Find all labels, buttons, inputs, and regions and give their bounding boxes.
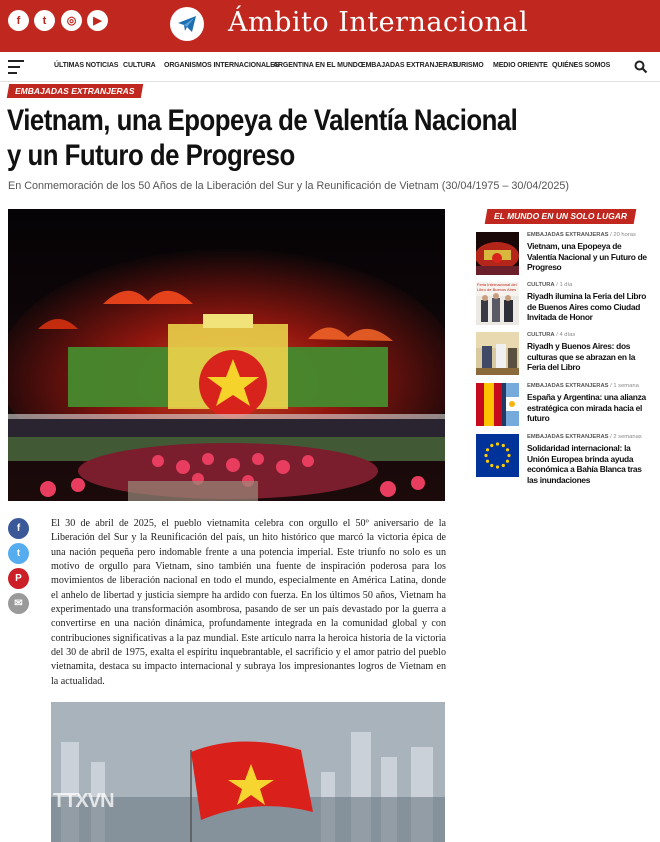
sidebar-time-2: 1 día — [559, 282, 573, 288]
twitter-icon[interactable]: t — [34, 10, 55, 31]
facebook-icon[interactable]: f — [8, 10, 29, 31]
sidebar-time-1: 20 horas — [613, 232, 636, 238]
nav-item-cultura[interactable]: CULTURA — [123, 62, 156, 69]
article-body-paragraph: El 30 de abril de 2025, el pueblo vietnamita celebra con orgullo el 50º aniversario de la Liberación del Sur y la Reunificación del país, un hito histórico que marcó la victoria épica de una nación pequeña pero indomable frente a una potencia imperial. Este triunfo no solo es un motivo de orgullo para Vietnam, sino también una fuente de inspiración poderosa para los movimientos de liberación nacional en todo el mundo, especialmente en América Latina, donde el anhelo de libertad y justicia siempre ha ardido con fuerza. En los últimos 50 años, Vietnam ha experimentado una transformación asombrosa, pasando de ser un país devastado por la guerra a convertirse en una nación dinámica, profundamente integrada en la comunidad global y con contribuciones significativas a la paz mundial. Este artículo narra la heroica historia de la victoria del 30 de abril de 1975, exalta el espíritu inquebrantable, el sacrificio y el amor patrio del pueblo vietnamita, destaca su impacto internacional y subraya los impresionantes logros de Vietnam en la actualidad. — [51, 518, 446, 687]
sidebar-thumb-2-caption: Feria Internacional del Libro de Buenos Aires — [477, 283, 517, 292]
sidebar-category-2[interactable]: CULTURA — [527, 282, 555, 288]
sidebar-heading — [485, 209, 637, 224]
sidebar-meta-1: EMBAJADAS EXTRANJERAS / 20 horas — [527, 232, 636, 238]
article-title-line-1: Vietnam, una Epopeya de Valentía Nacional — [7, 104, 518, 137]
sidebar-category-3[interactable]: CULTURA — [527, 332, 555, 338]
sidebar-article-4[interactable] — [476, 383, 656, 429]
twitter-share-icon[interactable]: t — [8, 543, 29, 564]
nav-item-medio-oriente[interactable]: MEDIO ORIENTE — [493, 62, 548, 69]
sidebar-title-3[interactable]: Riyadh y Buenos Aires: dos culturas que se abrazan en la Feria del Libro — [527, 341, 636, 372]
sidebar-category-4[interactable]: EMBAJADAS EXTRANJERAS — [527, 383, 609, 389]
article-subtitle: En Conmemoración de los 50 Años de la Liberación del Sur y la Reunificación de Vietnam (30/04/1975 – 30/04/2025) — [8, 180, 570, 192]
article-flag-image — [51, 702, 445, 842]
sidebar-article-1[interactable] — [476, 232, 656, 278]
sidebar-thumb-3[interactable] — [476, 332, 519, 375]
search-icon[interactable] — [634, 60, 648, 74]
paper-plane-icon[interactable] — [170, 7, 204, 41]
email-share-icon[interactable]: ✉ — [8, 593, 29, 614]
sidebar-heading-label: EL MUNDO EN UN SOLO LUGAR — [494, 211, 628, 221]
pinterest-share-icon[interactable]: P — [8, 568, 29, 589]
sidebar-title-5[interactable]: Solidaridad internacional: la Unión Europea brinda ayuda económica a Bahía Blanca tras las inundaciones — [527, 443, 642, 485]
youtube-icon[interactable]: ▶ — [87, 10, 108, 31]
sidebar-thumb-1[interactable] — [476, 232, 519, 275]
sidebar-time-5: 2 semanas — [613, 434, 642, 440]
nav-item-quienes-somos[interactable]: QUIÉNES SOMOS — [552, 62, 611, 69]
sidebar-title-4[interactable]: España y Argentina: una alianza estratégica con mirada hacia el futuro — [527, 392, 646, 423]
sidebar-title-1[interactable]: Vietnam, una Epopeya de Valentía Nacional y un Futuro de Progreso — [527, 241, 647, 272]
article-title — [7, 103, 518, 173]
sidebar-category-1[interactable]: EMBAJADAS EXTRANJERAS — [527, 232, 609, 238]
sidebar-meta-5: EMBAJADAS EXTRANJERAS / 2 semanas — [527, 434, 642, 440]
site-header — [0, 0, 660, 52]
hamburger-menu-icon[interactable] — [8, 60, 24, 74]
article-category-label: EMBAJADAS EXTRANJERAS — [15, 86, 135, 96]
sidebar-title-2[interactable]: Riyadh ilumina la Feria del Libro de Buenos Aires como Ciudad Invitada de Honor — [527, 291, 647, 322]
nav-item-ultimas-noticias[interactable]: ÚLTIMAS NOTICIAS — [54, 62, 119, 69]
sidebar-meta-3: CULTURA / 4 días — [527, 332, 576, 338]
sidebar-article-3[interactable] — [476, 332, 656, 378]
instagram-icon[interactable]: ◎ — [61, 10, 82, 31]
sidebar-thumb-5[interactable] — [476, 434, 519, 477]
nav-item-organismos-internacionales[interactable]: ORGANISMOS INTERNACIONALES — [164, 62, 280, 69]
main-nav — [0, 52, 660, 82]
article-category-tag[interactable] — [7, 84, 143, 98]
article-title-line-2: y un Futuro de Progreso — [7, 139, 295, 172]
watermark-label: TTXVN — [53, 790, 114, 812]
sidebar-article-5[interactable] — [476, 434, 656, 485]
sidebar-meta-2: CULTURA / 1 día — [527, 282, 573, 288]
facebook-share-icon[interactable]: f — [8, 518, 29, 539]
sidebar-category-5[interactable]: EMBAJADAS EXTRANJERAS — [527, 434, 609, 440]
sidebar-thumb-4[interactable] — [476, 383, 519, 426]
nav-item-turismo[interactable]: TURISMO — [452, 62, 484, 69]
sidebar-thumb-2[interactable] — [476, 282, 519, 325]
sidebar-article-2[interactable] — [476, 282, 656, 328]
site-logo[interactable]: Ámbito Internacional — [228, 7, 529, 38]
sidebar-time-3: 4 días — [559, 332, 576, 338]
article-hero-image — [8, 209, 445, 501]
nav-item-argentina-en-el-mundo[interactable]: ARGENTINA EN EL MUNDO — [273, 62, 364, 69]
sidebar-meta-4: EMBAJADAS EXTRANJERAS / 1 semana — [527, 383, 639, 389]
sidebar-time-4: 1 semana — [613, 383, 639, 389]
nav-item-embajadas-extranjeras[interactable]: EMBAJADAS EXTRANJERAS — [361, 62, 458, 69]
